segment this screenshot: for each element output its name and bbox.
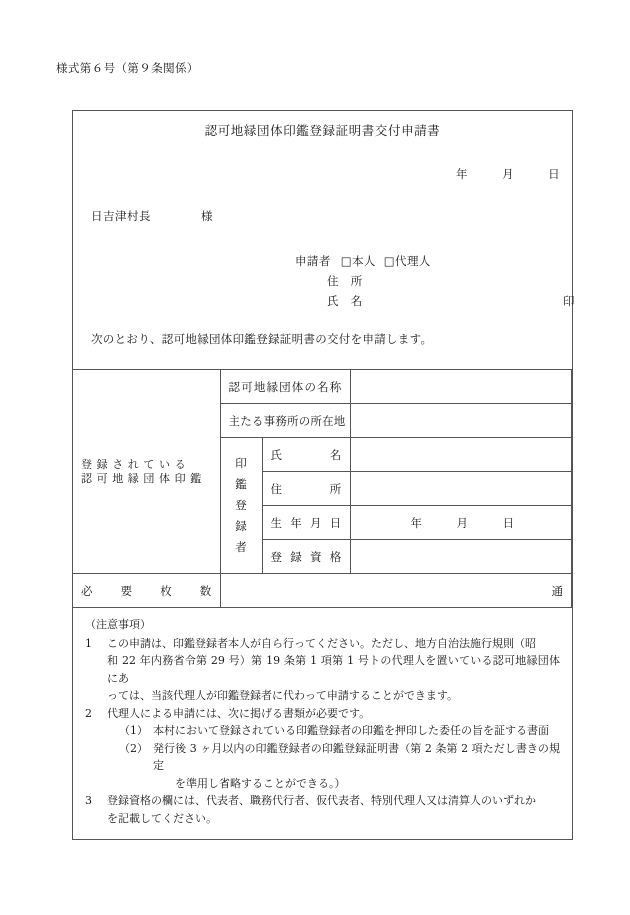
application-table bbox=[73, 369, 572, 608]
checkbox-proxy[interactable]: □代理人 bbox=[383, 254, 431, 268]
note-line: 本村において登録されている印鑑登録者の印鑑を押印した委任の旨を証する書面 bbox=[153, 724, 549, 737]
copies-unit: 通 bbox=[551, 583, 563, 598]
registrant-birthdate-value[interactable] bbox=[350, 506, 572, 540]
stamp-header-line2: 認可地縁団体印鑑 bbox=[81, 471, 206, 485]
date-line bbox=[456, 166, 560, 182]
note-body-1 bbox=[107, 635, 560, 705]
note-subitem-2-1 bbox=[107, 722, 560, 740]
date-year-label: 年 bbox=[456, 167, 468, 181]
registrant-vertical-label bbox=[220, 438, 262, 574]
registrant-vlabel-char-2: 鑑 bbox=[235, 477, 247, 491]
applicant-label: 申請者 bbox=[295, 254, 331, 268]
registrant-vlabel-char-4: 録 bbox=[235, 519, 247, 533]
request-statement: 次のとおり、認可地縁団体印鑑登録証明書の交付を申請します。 bbox=[91, 332, 433, 346]
note-number-1: 1 bbox=[85, 636, 92, 650]
note-line: 登録資格の欄には、代表者、職務代行者、仮代表者、特別代理人又は清算人のいずれか bbox=[107, 794, 536, 807]
applicant-name-label: 氏 名 bbox=[327, 294, 363, 308]
registrant-vlabel-char-1: 印 bbox=[235, 456, 247, 470]
registered-stamp-cell[interactable] bbox=[73, 370, 220, 574]
table-row bbox=[73, 574, 572, 608]
note-body-2 bbox=[107, 705, 560, 793]
birth-year-label: 年 bbox=[410, 515, 423, 530]
note-number-2: 2 bbox=[85, 706, 92, 720]
note-body-3 bbox=[107, 792, 560, 827]
date-day-label: 日 bbox=[548, 167, 560, 181]
registrant-name-value[interactable] bbox=[350, 438, 572, 472]
stamp-header-line1: 登録されている bbox=[81, 457, 191, 471]
note-item-1 bbox=[85, 635, 560, 705]
note-line: を記載してください。 bbox=[107, 811, 217, 825]
birth-day-label: 日 bbox=[502, 515, 515, 530]
note-subbody-2-1 bbox=[153, 722, 560, 740]
note-subnumber-2-1: （1） bbox=[119, 724, 148, 737]
addressee bbox=[91, 208, 213, 224]
copies-needed-label-text: 必 要 枚 数 bbox=[81, 583, 212, 598]
notes-heading: （注意事項） bbox=[85, 618, 151, 631]
copies-needed-value[interactable] bbox=[220, 574, 572, 608]
addressee-name: 日吉津村長 bbox=[91, 209, 151, 223]
page-title: 認可地縁団体印鑑登録証明書交付申請書 bbox=[204, 123, 441, 138]
registrant-address-value[interactable] bbox=[350, 472, 572, 506]
group-name-value[interactable] bbox=[350, 370, 572, 404]
applicant-address-row bbox=[295, 271, 431, 291]
office-address-value[interactable] bbox=[350, 404, 572, 438]
copies-needed-label bbox=[73, 574, 220, 608]
notes-section bbox=[73, 608, 572, 839]
applicant-block bbox=[295, 251, 575, 311]
group-name-label-text: 認可地縁団体の名称 bbox=[228, 379, 342, 394]
form-number: 様式第６号（第９条関係） bbox=[56, 61, 199, 75]
note-number-3: 3 bbox=[85, 794, 92, 807]
registrant-birthdate-label bbox=[262, 506, 350, 540]
note-line: っては、当該代理人が印鑑登録者に代わって申請することができます。 bbox=[107, 689, 459, 702]
note-item-3 bbox=[85, 792, 560, 827]
registrant-qualification-label bbox=[262, 540, 350, 574]
registrant-qualification-value[interactable] bbox=[350, 540, 572, 574]
registrant-address-label-text: 住 所 bbox=[270, 481, 342, 496]
office-address-label bbox=[220, 404, 350, 438]
registrant-qualification-label-text: 登 録 資 格 bbox=[270, 549, 342, 564]
note-line: 和 22 年内務省令第 29 号）第 19 条第 1 項第 1 号トの代理人を置いている認可地縁団体にあ bbox=[107, 654, 560, 685]
seal-mark: 印 bbox=[563, 294, 575, 308]
registrant-address-label bbox=[262, 472, 350, 506]
registrant-vlabel-char-3: 登 bbox=[235, 498, 247, 512]
applicant-name-row bbox=[295, 291, 575, 311]
registrant-name-label-text: 氏 名 bbox=[270, 447, 342, 462]
addressee-honorific: 様 bbox=[201, 209, 213, 223]
table-row bbox=[73, 370, 572, 404]
note-item-2 bbox=[85, 705, 560, 793]
checkbox-self[interactable]: □本人 bbox=[340, 254, 376, 268]
group-name-label bbox=[220, 370, 350, 404]
applicant-address-label: 住 所 bbox=[327, 274, 363, 288]
registrant-name-label bbox=[262, 438, 350, 472]
note-line: を準用し省略することができる。） bbox=[175, 776, 346, 790]
birth-month-label: 月 bbox=[456, 515, 469, 530]
registrant-birthdate-label-text: 生 年 月 日 bbox=[270, 515, 342, 530]
date-month-label: 月 bbox=[502, 167, 514, 181]
note-line: この申請は、印鑑登録者本人が自ら行ってください。ただし、地方自治法施行規則（昭 bbox=[107, 636, 536, 650]
registrant-vlabel-char-5: 者 bbox=[235, 540, 247, 554]
applicant-type-row bbox=[295, 251, 431, 271]
note-subitem-2-2 bbox=[107, 740, 560, 793]
note-subnumber-2-2: （2） bbox=[119, 741, 148, 755]
form-header-area bbox=[73, 111, 575, 369]
office-address-label-text: 主たる事務所の所在地 bbox=[228, 413, 346, 428]
application-form-box bbox=[72, 110, 573, 840]
note-subbody-2-2 bbox=[153, 740, 560, 793]
note-line: 代理人による申請には、次に掲げる書類が必要です。 bbox=[107, 706, 371, 720]
note-line: 発行後 3 ヶ月以内の印鑑登録者の印鑑登録証明書（第 2 条第 2 項ただし書きの規定 bbox=[153, 741, 560, 772]
